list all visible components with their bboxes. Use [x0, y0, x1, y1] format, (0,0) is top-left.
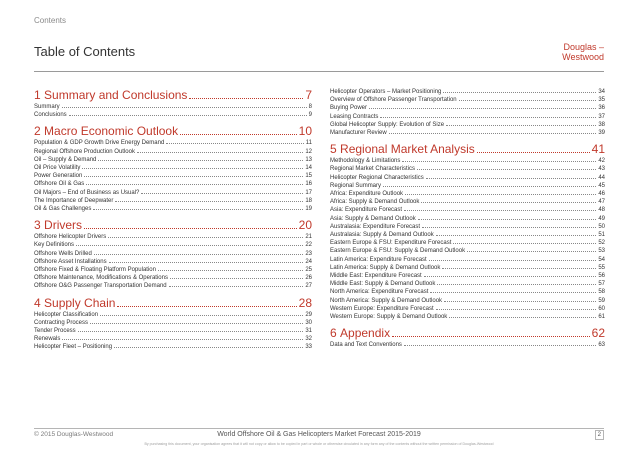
- toc-entry-page: 42: [598, 158, 605, 165]
- toc-entry[interactable]: [330, 88, 605, 96]
- dot-leader: [137, 152, 303, 153]
- toc-entry-label: Methodology & Limitations: [330, 158, 401, 165]
- toc-entry[interactable]: [330, 313, 605, 321]
- toc-entry[interactable]: [330, 174, 605, 182]
- page-title: Table of Contents: [34, 44, 136, 59]
- toc-entry-page: 36: [598, 105, 605, 112]
- toc-entry-page: 61: [598, 314, 605, 321]
- toc-entry[interactable]: [330, 165, 605, 173]
- toc-entry[interactable]: [34, 205, 312, 213]
- toc-entry[interactable]: [34, 197, 312, 205]
- dot-leader: [392, 336, 590, 337]
- toc-entry[interactable]: [330, 215, 605, 223]
- toc-entry[interactable]: [34, 274, 312, 282]
- toc-entry-page: 37: [598, 113, 605, 120]
- toc-entry[interactable]: [330, 264, 605, 272]
- toc-entry-page: 49: [598, 215, 605, 222]
- dot-leader: [436, 309, 597, 310]
- dot-leader: [98, 160, 303, 161]
- toc-entry[interactable]: [34, 266, 312, 274]
- toc-entry-label: Latin America: Expenditure Forecast: [330, 256, 427, 263]
- page-number: 2: [595, 430, 604, 440]
- section-number: 5: [330, 142, 337, 157]
- toc-entry[interactable]: [34, 139, 312, 147]
- toc-entry-label: Regional Market Characteristics: [330, 166, 416, 173]
- toc-entry-page: 21: [305, 234, 312, 241]
- toc-entry[interactable]: [34, 148, 312, 156]
- toc-entry[interactable]: [34, 103, 312, 111]
- toc-entry-label: Offshore Asset Installations: [34, 258, 107, 265]
- toc-entry-page: 53: [598, 248, 605, 255]
- toc-entry[interactable]: [330, 157, 605, 165]
- footer-divider: [34, 428, 604, 429]
- toc-entry-label: Buying Power: [330, 105, 368, 112]
- toc-section: [34, 88, 312, 119]
- report-title: World Offshore Oil & Gas Helicopters Market Forecast 2015-2019: [217, 431, 421, 438]
- toc-entry[interactable]: [330, 305, 605, 313]
- dot-leader: [180, 134, 297, 135]
- toc-entry-label: Helicopter Regional Characteristics: [330, 174, 424, 181]
- toc-entry-page: 58: [598, 289, 605, 296]
- dot-leader: [100, 315, 303, 316]
- toc-entry[interactable]: [330, 129, 605, 137]
- toc-entry-page: 18: [305, 197, 312, 204]
- toc-entry[interactable]: [330, 239, 605, 247]
- toc-entry[interactable]: [330, 190, 605, 198]
- toc-entry-label: Western Europe: Supply & Demand Outlook: [330, 314, 448, 321]
- toc-entry[interactable]: [34, 250, 312, 258]
- toc-entry-page: 45: [598, 182, 605, 189]
- toc-entry-page: 33: [305, 344, 312, 351]
- toc-entry-label: Offshore Wells Drilled: [34, 250, 92, 257]
- toc-entry-page: 15: [305, 173, 312, 180]
- toc-entry-label: Regional Summary: [330, 182, 382, 189]
- toc-entry-page: 14: [305, 165, 312, 172]
- toc-entry-page: 54: [598, 256, 605, 263]
- toc-entry-label: Africa: Expenditure Outlook: [330, 191, 404, 198]
- dot-leader: [405, 194, 596, 195]
- toc-entry[interactable]: [330, 288, 605, 296]
- toc-entry-label: Regional Offshore Production Outlook: [34, 148, 135, 155]
- toc-entry-page: 51: [598, 232, 605, 239]
- toc-entry-label: Australasia: Expenditure Forecast: [330, 223, 421, 230]
- toc-entry-label: Contracting Process: [34, 319, 89, 326]
- dot-leader: [109, 262, 304, 263]
- toc-entry-label: Key Definitions: [34, 242, 75, 249]
- toc-entry[interactable]: [330, 341, 605, 349]
- dot-leader: [108, 237, 303, 238]
- dot-leader: [62, 339, 303, 340]
- toc-entry[interactable]: [34, 172, 312, 180]
- toc-entry[interactable]: [330, 96, 605, 104]
- section-title: Summary and Conclusions: [44, 88, 188, 102]
- dot-leader: [459, 100, 597, 101]
- toc-entry[interactable]: [330, 121, 605, 129]
- dot-leader: [436, 235, 597, 236]
- toc-entry-label: Middle East: Supply & Demand Outlook: [330, 281, 436, 288]
- dot-leader: [422, 227, 596, 228]
- toc-column-right: [330, 88, 605, 354]
- toc-entry-label: Oil – Supply & Demand: [34, 156, 97, 163]
- toc-entry[interactable]: [330, 206, 605, 214]
- toc-entry-label: Population & GDP Growth Drive Energy Demand: [34, 140, 165, 147]
- toc-entry-page: 24: [305, 258, 312, 265]
- toc-entry-label: Global Helicopter Supply: Evolution of Size: [330, 121, 445, 128]
- toc-entry-label: Middle East: Expenditure Forecast: [330, 273, 422, 280]
- toc-entry-page: 32: [305, 336, 312, 343]
- section-page: 20: [298, 218, 312, 233]
- toc-section: [330, 326, 605, 349]
- toc-entry[interactable]: [34, 335, 312, 343]
- toc-entry-page: 50: [598, 223, 605, 230]
- dot-leader: [404, 345, 596, 346]
- dot-leader: [117, 306, 296, 307]
- toc-entry-label: Summary: [34, 104, 60, 110]
- copyright-notice: © 2015 Douglas-Westwood: [34, 431, 114, 438]
- toc-entry-page: 12: [305, 148, 312, 155]
- toc-entry-label: Power Generation: [34, 173, 83, 180]
- section-page: 41: [591, 142, 605, 157]
- toc-entry-label: Helicopter Operators – Market Positioning: [330, 89, 442, 95]
- company-logo: [552, 42, 604, 62]
- dot-leader: [82, 168, 303, 169]
- toc-entry-label: Overview of Offshore Passenger Transportation: [330, 97, 457, 104]
- toc-entry-label: Latin America: Supply & Demand Outlook: [330, 264, 441, 271]
- section-number: 1: [34, 88, 41, 102]
- title-divider: [34, 71, 604, 72]
- toc-entry-label: Offshore Maintenance, Modifications & Operations: [34, 275, 168, 282]
- toc-entry[interactable]: [34, 311, 312, 319]
- toc-entry-label: Asia: Supply & Demand Outlook: [330, 215, 416, 222]
- toc-entry-label: Western Europe: Expenditure Forecast: [330, 305, 434, 312]
- dot-leader: [84, 228, 297, 229]
- toc-entry-label: Offshore Fixed & Floating Platform Population: [34, 267, 156, 274]
- toc-entry-page: 30: [305, 319, 312, 326]
- dot-leader: [446, 125, 596, 126]
- toc-entry[interactable]: [330, 247, 605, 255]
- toc-entry[interactable]: [330, 297, 605, 305]
- toc-entry-label: Offshore O&G Passenger Transportation Demand: [34, 283, 167, 290]
- toc-entry-page: 57: [598, 281, 605, 288]
- toc-entry[interactable]: [34, 189, 312, 197]
- toc-entry[interactable]: [330, 198, 605, 206]
- dot-leader: [429, 260, 597, 261]
- toc-entry-page: 11: [305, 140, 312, 147]
- dot-leader: [115, 201, 303, 202]
- dot-leader: [90, 323, 303, 324]
- section-title: Regional Market Analysis: [340, 142, 475, 157]
- toc-entry-label: Asia: Expenditure Forecast: [330, 207, 403, 214]
- toc-section-heading[interactable]: [34, 124, 312, 139]
- toc-entry-page: 19: [305, 206, 312, 213]
- dot-leader: [437, 284, 596, 285]
- toc-entry-page: 25: [305, 267, 312, 274]
- dot-leader: [444, 301, 596, 302]
- toc-entry[interactable]: [34, 258, 312, 266]
- toc-entry-page: 8: [308, 104, 312, 110]
- toc-entry-label: Eastern Europe & FSU: Expenditure Forecast: [330, 240, 452, 247]
- toc-entry-page: 9: [308, 112, 312, 119]
- toc-entry-page: 38: [598, 121, 605, 128]
- toc-entry[interactable]: [330, 231, 605, 239]
- dot-leader: [424, 276, 597, 277]
- section-page: 10: [298, 124, 312, 139]
- toc-entry[interactable]: [34, 233, 312, 241]
- toc-continued-entries: [330, 88, 605, 137]
- dot-leader: [69, 115, 307, 116]
- dot-leader: [94, 254, 304, 255]
- dot-leader: [166, 143, 303, 144]
- toc-entry-page: 35: [598, 97, 605, 104]
- toc-entry-page: 55: [598, 264, 605, 271]
- toc-entry-label: Africa: Supply & Demand Outlook: [330, 199, 420, 206]
- toc-entry-label: Tender Process: [34, 328, 76, 335]
- toc-entry[interactable]: [330, 182, 605, 190]
- toc-section-heading[interactable]: [34, 88, 312, 103]
- toc-entry-page: 23: [305, 250, 312, 257]
- toc-section-heading[interactable]: [34, 296, 312, 311]
- toc-section: [34, 296, 312, 352]
- running-header: Contents: [34, 16, 67, 25]
- section-page: 7: [305, 88, 312, 102]
- section-page: 28: [298, 295, 312, 310]
- toc-entry[interactable]: [330, 272, 605, 280]
- toc-entry-label: Data and Text Conventions: [330, 342, 402, 349]
- toc-entry-page: 27: [305, 283, 312, 290]
- toc-entry[interactable]: [330, 113, 605, 121]
- dot-leader: [114, 347, 303, 348]
- toc-entry-label: Oil & Gas Challenges: [34, 206, 92, 213]
- dot-leader: [389, 133, 597, 134]
- toc-entry-label: Renewals: [34, 336, 61, 343]
- toc-entry-page: 60: [598, 305, 605, 312]
- toc-entry-page: 63: [598, 342, 605, 349]
- toc-entry-page: 31: [305, 328, 312, 335]
- toc-entry[interactable]: [330, 280, 605, 288]
- toc-entry-label: Oil Price Volatility: [34, 165, 81, 172]
- toc-entry-page: 17: [305, 189, 312, 196]
- toc-entry[interactable]: [34, 327, 312, 335]
- toc-section-heading[interactable]: [330, 326, 605, 341]
- section-title: Macro Economic Outlook: [44, 124, 179, 139]
- toc-entry[interactable]: [34, 180, 312, 188]
- toc-entry-label: Oil Majors – End of Business as Usual?: [34, 189, 140, 196]
- toc-entry[interactable]: [34, 319, 312, 327]
- dot-leader: [158, 270, 303, 271]
- dot-leader: [402, 161, 596, 162]
- toc-entry-page: 34: [598, 89, 605, 95]
- dot-leader: [383, 186, 596, 187]
- toc-entry[interactable]: [34, 282, 312, 290]
- dot-leader: [443, 92, 596, 93]
- dot-leader: [417, 169, 596, 170]
- toc-entry[interactable]: [330, 256, 605, 264]
- toc-entry-page: 48: [598, 207, 605, 214]
- toc-section-heading[interactable]: [34, 218, 312, 233]
- dot-leader: [467, 251, 596, 252]
- dot-leader: [418, 219, 597, 220]
- toc-section: [34, 124, 312, 213]
- toc-entry-label: The Importance of Deepwater: [34, 197, 114, 204]
- toc-entry-label: Manufacturer Review: [330, 130, 387, 137]
- toc-entry-page: 46: [598, 191, 605, 198]
- section-number: 4: [34, 295, 41, 310]
- toc-entry-label: Leasing Contracts: [330, 113, 379, 120]
- dot-leader: [141, 193, 303, 194]
- toc-column-left: [34, 88, 312, 357]
- toc-entry[interactable]: [330, 223, 605, 231]
- toc-entry[interactable]: [330, 104, 605, 112]
- toc-section: [330, 142, 605, 321]
- toc-entry-page: 22: [305, 242, 312, 249]
- section-title: Appendix: [340, 326, 391, 341]
- toc-entry-page: 52: [598, 240, 605, 247]
- toc-section: [34, 218, 312, 290]
- dot-leader: [380, 117, 596, 118]
- toc-entry-page: 59: [598, 297, 605, 304]
- toc-entry-label: Offshore Oil & Gas: [34, 181, 85, 188]
- toc-section-heading[interactable]: [330, 142, 605, 157]
- dot-leader: [84, 176, 303, 177]
- section-number: 2: [34, 124, 41, 139]
- dot-leader: [421, 202, 596, 203]
- section-page: 62: [591, 326, 605, 341]
- toc-entry[interactable]: [34, 111, 312, 119]
- dot-leader: [76, 245, 303, 246]
- toc-entry-label: Offshore Helicopter Drivers: [34, 234, 107, 241]
- dot-leader: [430, 292, 596, 293]
- toc-entry-label: Australasia: Supply & Demand Outlook: [330, 232, 434, 239]
- toc-entry-page: 26: [305, 275, 312, 282]
- toc-entry-page: 47: [598, 199, 605, 206]
- dot-leader: [93, 209, 303, 210]
- toc-entry-page: 56: [598, 273, 605, 280]
- dot-leader: [62, 107, 307, 108]
- toc-entry-page: 13: [305, 156, 312, 163]
- toc-entry-page: 29: [305, 311, 312, 318]
- toc-entry-label: North America: Expenditure Forecast: [330, 289, 429, 296]
- toc-entry-page: 43: [598, 166, 605, 173]
- logo-line-1: Douglas –: [563, 42, 604, 52]
- logo-line-2: Westwood: [562, 52, 604, 62]
- dot-leader: [169, 286, 304, 287]
- dot-leader: [170, 278, 303, 279]
- dot-leader: [369, 108, 596, 109]
- section-title: Supply Chain: [44, 295, 116, 310]
- toc-entry-page: 44: [598, 174, 605, 181]
- toc-entry-page: 39: [598, 130, 605, 137]
- dot-leader: [404, 210, 596, 211]
- toc-entry[interactable]: [34, 164, 312, 172]
- toc-entry[interactable]: [34, 343, 312, 351]
- toc-entry-label: Helicopter Classification: [34, 311, 99, 318]
- dot-leader: [86, 184, 303, 185]
- toc-entry-label: North America: Supply & Demand Outlook: [330, 297, 443, 304]
- dot-leader: [426, 178, 597, 179]
- toc-entry-label: Conclusions: [34, 112, 67, 119]
- section-title: Drivers: [44, 218, 83, 233]
- section-number: 6: [330, 326, 337, 341]
- toc-entry-label: Eastern Europe & FSU: Supply & Demand Outlook: [330, 248, 466, 255]
- section-number: 3: [34, 218, 41, 233]
- dot-leader: [453, 243, 596, 244]
- dot-leader: [477, 152, 590, 153]
- dot-leader: [189, 98, 303, 99]
- toc-entry[interactable]: [34, 156, 312, 164]
- dot-leader: [449, 317, 596, 318]
- toc-entry-label: Helicopter Fleet – Positioning: [34, 344, 113, 351]
- toc-entry-page: 16: [305, 181, 312, 188]
- toc-entry[interactable]: [34, 241, 312, 249]
- disclaimer-text: By purchasing this document, your organisation agrees that it will not copy or allow to be copied in part or whole or otherwise circulated in any form any of the contents without the written permission of Douglas-Westwood: [144, 442, 494, 446]
- dot-leader: [78, 331, 304, 332]
- dot-leader: [442, 268, 596, 269]
